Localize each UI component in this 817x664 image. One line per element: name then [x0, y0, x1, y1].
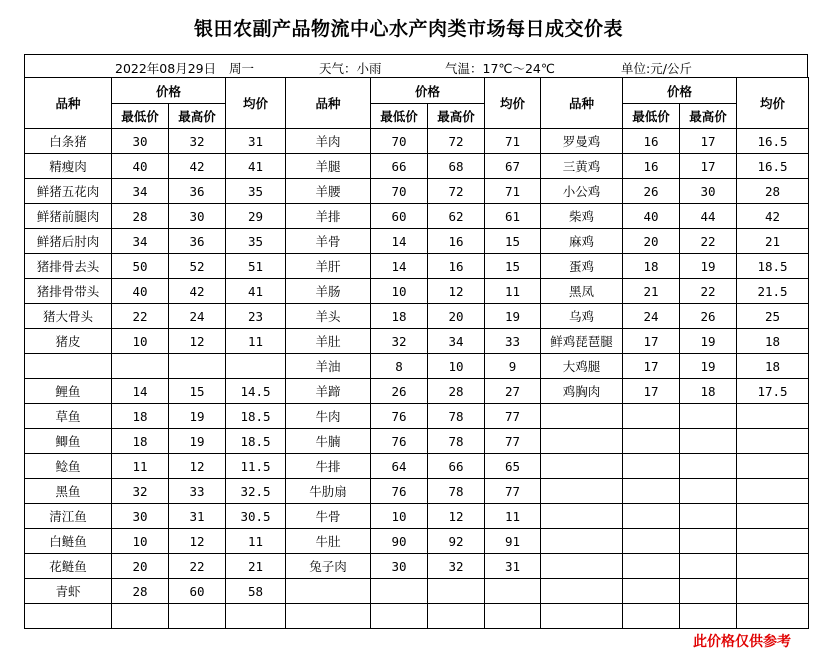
min-price-cell [112, 604, 169, 629]
product-name-cell: 猪排骨带头 [25, 279, 112, 304]
header-row-top [25, 78, 809, 104]
product-name-cell: 兔子肉 [286, 554, 371, 579]
max-price-cell [428, 604, 485, 629]
max-price-cell [169, 604, 226, 629]
max-price-cell: 52 [169, 254, 226, 279]
min-price-cell: 18 [112, 404, 169, 429]
min-price-cell [623, 479, 680, 504]
avg-price-cell: 11 [226, 529, 286, 554]
date-text: 2022年08月29日 [115, 61, 217, 76]
product-name-cell: 小公鸡 [541, 179, 623, 204]
avg-price-cell [737, 579, 809, 604]
avg-price-cell: 17.5 [737, 379, 809, 404]
product-name-cell: 黑凤 [541, 279, 623, 304]
avg-price-cell: 18.5 [226, 404, 286, 429]
max-price-cell [428, 579, 485, 604]
min-price-cell: 32 [112, 479, 169, 504]
min-price-cell: 50 [112, 254, 169, 279]
product-name-cell: 鲜猪前腿肉 [25, 204, 112, 229]
header-min: 最低价 [623, 104, 680, 129]
product-name-cell: 清江鱼 [25, 504, 112, 529]
max-price-cell: 78 [428, 429, 485, 454]
table-row [25, 529, 809, 554]
max-price-cell: 12 [169, 454, 226, 479]
max-price-cell: 60 [169, 579, 226, 604]
max-price-cell [680, 579, 737, 604]
product-name-cell [541, 604, 623, 629]
avg-price-cell: 11 [485, 504, 541, 529]
header-price: 价格 [371, 78, 485, 104]
max-price-cell [680, 479, 737, 504]
min-price-cell: 17 [623, 379, 680, 404]
avg-price-cell: 42 [737, 204, 809, 229]
max-price-cell: 12 [428, 279, 485, 304]
table-row [25, 554, 809, 579]
product-name-cell: 乌鸡 [541, 304, 623, 329]
table-row [25, 604, 809, 629]
avg-price-cell: 19 [485, 304, 541, 329]
max-price-cell: 16 [428, 254, 485, 279]
avg-price-cell: 58 [226, 579, 286, 604]
max-price-cell: 30 [680, 179, 737, 204]
avg-price-cell: 35 [226, 179, 286, 204]
product-name-cell: 猪大骨头 [25, 304, 112, 329]
product-name-cell: 蛋鸡 [541, 254, 623, 279]
avg-price-cell: 9 [485, 354, 541, 379]
min-price-cell [623, 579, 680, 604]
product-name-cell: 羊腿 [286, 154, 371, 179]
max-price-cell: 92 [428, 529, 485, 554]
product-name-cell: 牛肉 [286, 404, 371, 429]
table-row [25, 279, 809, 304]
min-price-cell: 14 [112, 379, 169, 404]
product-name-cell [541, 454, 623, 479]
avg-price-cell: 41 [226, 279, 286, 304]
avg-price-cell: 16.5 [737, 154, 809, 179]
max-price-cell: 66 [428, 454, 485, 479]
product-name-cell [541, 404, 623, 429]
product-name-cell: 猪皮 [25, 329, 112, 354]
min-price-cell [112, 354, 169, 379]
avg-price-cell: 77 [485, 479, 541, 504]
min-price-cell: 32 [371, 329, 428, 354]
header-row-bottom [25, 104, 809, 129]
avg-price-cell [737, 529, 809, 554]
min-price-cell: 21 [623, 279, 680, 304]
page-title: 银田农副产品物流中心水产肉类市场每日成交价表 [193, 18, 623, 40]
max-price-cell [680, 404, 737, 429]
product-name-cell [541, 529, 623, 554]
product-name-cell: 鲶鱼 [25, 454, 112, 479]
product-name-cell: 鸡胸肉 [541, 379, 623, 404]
max-price-cell: 10 [428, 354, 485, 379]
table-row [25, 354, 809, 379]
header-price: 价格 [112, 78, 226, 104]
table-row [25, 429, 809, 454]
avg-price-cell: 14.5 [226, 379, 286, 404]
table-row [25, 204, 809, 229]
avg-price-cell: 18.5 [737, 254, 809, 279]
table-row [25, 379, 809, 404]
min-price-cell: 22 [112, 304, 169, 329]
min-price-cell [371, 579, 428, 604]
avg-price-cell: 71 [485, 129, 541, 154]
avg-price-cell: 91 [485, 529, 541, 554]
min-price-cell: 10 [371, 279, 428, 304]
max-price-cell [680, 529, 737, 554]
product-name-cell: 白条猪 [25, 129, 112, 154]
header-avg: 均价 [485, 78, 541, 129]
min-price-cell: 10 [371, 504, 428, 529]
header-product: 品种 [541, 78, 623, 129]
min-price-cell: 10 [112, 529, 169, 554]
min-price-cell: 34 [112, 229, 169, 254]
min-price-cell: 18 [371, 304, 428, 329]
weekday-text: 周一 [229, 61, 255, 76]
avg-price-cell: 18.5 [226, 429, 286, 454]
max-price-cell: 78 [428, 479, 485, 504]
max-price-cell: 36 [169, 229, 226, 254]
product-name-cell: 黑鱼 [25, 479, 112, 504]
product-name-cell: 牛肋扇 [286, 479, 371, 504]
product-name-cell: 罗曼鸡 [541, 129, 623, 154]
product-name-cell: 牛骨 [286, 504, 371, 529]
min-price-cell [623, 554, 680, 579]
avg-price-cell [737, 479, 809, 504]
avg-price-cell: 11 [485, 279, 541, 304]
max-price-cell: 19 [680, 254, 737, 279]
header-product: 品种 [25, 78, 112, 129]
table-row [25, 504, 809, 529]
avg-price-cell: 11.5 [226, 454, 286, 479]
avg-price-cell: 61 [485, 204, 541, 229]
avg-price-cell: 31 [226, 129, 286, 154]
avg-price-cell: 30.5 [226, 504, 286, 529]
product-name-cell: 羊肠 [286, 279, 371, 304]
product-name-cell: 三黄鸡 [541, 154, 623, 179]
avg-price-cell: 11 [226, 329, 286, 354]
min-price-cell [623, 529, 680, 554]
avg-price-cell [226, 354, 286, 379]
price-table [24, 77, 809, 629]
table-row [25, 154, 809, 179]
min-price-cell: 30 [112, 504, 169, 529]
max-price-cell: 15 [169, 379, 226, 404]
product-name-cell: 牛肚 [286, 529, 371, 554]
product-name-cell: 鲤鱼 [25, 379, 112, 404]
max-price-cell: 20 [428, 304, 485, 329]
min-price-cell: 14 [371, 254, 428, 279]
product-name-cell: 羊肉 [286, 129, 371, 154]
min-price-cell: 24 [623, 304, 680, 329]
unit-text: 单位:元/公斤 [621, 61, 692, 76]
product-name-cell [286, 604, 371, 629]
min-price-cell [623, 604, 680, 629]
avg-price-cell: 18 [737, 329, 809, 354]
avg-price-cell: 23 [226, 304, 286, 329]
product-name-cell: 鲜鸡琵琶腿 [541, 329, 623, 354]
max-price-cell: 12 [428, 504, 485, 529]
header-avg: 均价 [226, 78, 286, 129]
product-name-cell: 牛腩 [286, 429, 371, 454]
product-name-cell: 羊排 [286, 204, 371, 229]
max-price-cell: 31 [169, 504, 226, 529]
avg-price-cell: 29 [226, 204, 286, 229]
product-name-cell: 羊腰 [286, 179, 371, 204]
max-price-cell: 22 [680, 229, 737, 254]
avg-price-cell: 33 [485, 329, 541, 354]
product-name-cell: 羊蹄 [286, 379, 371, 404]
min-price-cell: 40 [623, 204, 680, 229]
min-price-cell: 18 [112, 429, 169, 454]
min-price-cell: 18 [623, 254, 680, 279]
max-price-cell: 16 [428, 229, 485, 254]
header-max: 最高价 [169, 104, 226, 129]
product-name-cell: 鲫鱼 [25, 429, 112, 454]
min-price-cell: 26 [623, 179, 680, 204]
product-name-cell: 羊肚 [286, 329, 371, 354]
product-name-cell [541, 429, 623, 454]
avg-price-cell: 71 [485, 179, 541, 204]
min-price-cell [623, 454, 680, 479]
avg-price-cell: 35 [226, 229, 286, 254]
avg-price-cell [737, 404, 809, 429]
min-price-cell: 30 [112, 129, 169, 154]
max-price-cell: 12 [169, 329, 226, 354]
max-price-cell: 34 [428, 329, 485, 354]
min-price-cell: 14 [371, 229, 428, 254]
avg-price-cell: 27 [485, 379, 541, 404]
header-product: 品种 [286, 78, 371, 129]
max-price-cell: 19 [680, 354, 737, 379]
header-price: 价格 [623, 78, 737, 104]
max-price-cell: 72 [428, 179, 485, 204]
max-price-cell: 42 [169, 279, 226, 304]
max-price-cell: 36 [169, 179, 226, 204]
min-price-cell [371, 604, 428, 629]
avg-price-cell [485, 579, 541, 604]
max-price-cell [169, 354, 226, 379]
avg-price-cell: 65 [485, 454, 541, 479]
min-price-cell: 34 [112, 179, 169, 204]
min-price-cell: 76 [371, 479, 428, 504]
avg-price-cell: 77 [485, 429, 541, 454]
product-name-cell: 羊肝 [286, 254, 371, 279]
min-price-cell: 10 [112, 329, 169, 354]
min-price-cell [623, 504, 680, 529]
min-price-cell: 66 [371, 154, 428, 179]
min-price-cell: 70 [371, 179, 428, 204]
max-price-cell: 22 [680, 279, 737, 304]
max-price-cell: 24 [169, 304, 226, 329]
max-price-cell: 19 [680, 329, 737, 354]
max-price-cell: 42 [169, 154, 226, 179]
avg-price-cell [226, 604, 286, 629]
table-row [25, 579, 809, 604]
header-avg: 均价 [737, 78, 809, 129]
avg-price-cell: 28 [737, 179, 809, 204]
product-name-cell [25, 354, 112, 379]
min-price-cell: 20 [623, 229, 680, 254]
product-name-cell [286, 579, 371, 604]
header-max: 最高价 [428, 104, 485, 129]
info-bar [24, 54, 808, 78]
avg-price-cell: 31 [485, 554, 541, 579]
avg-price-cell: 15 [485, 254, 541, 279]
avg-price-cell: 21.5 [737, 279, 809, 304]
min-price-cell: 16 [623, 129, 680, 154]
product-name-cell: 鲜猪五花肉 [25, 179, 112, 204]
max-price-cell: 32 [169, 129, 226, 154]
product-name-cell: 柴鸡 [541, 204, 623, 229]
max-price-cell: 62 [428, 204, 485, 229]
header-max: 最高价 [680, 104, 737, 129]
min-price-cell: 60 [371, 204, 428, 229]
header-min: 最低价 [371, 104, 428, 129]
max-price-cell: 18 [680, 379, 737, 404]
max-price-cell: 72 [428, 129, 485, 154]
product-name-cell: 花鲢鱼 [25, 554, 112, 579]
avg-price-cell: 77 [485, 404, 541, 429]
product-name-cell: 羊头 [286, 304, 371, 329]
max-price-cell: 32 [428, 554, 485, 579]
min-price-cell: 76 [371, 404, 428, 429]
product-name-cell: 羊骨 [286, 229, 371, 254]
table-row [25, 329, 809, 354]
product-name-cell: 牛排 [286, 454, 371, 479]
product-name-cell [541, 579, 623, 604]
avg-price-cell [737, 504, 809, 529]
min-price-cell [623, 404, 680, 429]
header-min: 最低价 [112, 104, 169, 129]
product-name-cell: 大鸡腿 [541, 354, 623, 379]
max-price-cell [680, 429, 737, 454]
product-name-cell: 麻鸡 [541, 229, 623, 254]
product-name-cell [541, 554, 623, 579]
max-price-cell: 22 [169, 554, 226, 579]
avg-price-cell: 41 [226, 154, 286, 179]
max-price-cell [680, 554, 737, 579]
product-name-cell: 猪排骨去头 [25, 254, 112, 279]
table-row [25, 404, 809, 429]
max-price-cell: 68 [428, 154, 485, 179]
max-price-cell: 33 [169, 479, 226, 504]
min-price-cell: 17 [623, 329, 680, 354]
product-name-cell: 青虾 [25, 579, 112, 604]
avg-price-cell: 32.5 [226, 479, 286, 504]
table-row [25, 304, 809, 329]
min-price-cell: 40 [112, 154, 169, 179]
max-price-cell: 44 [680, 204, 737, 229]
max-price-cell [680, 454, 737, 479]
avg-price-cell: 67 [485, 154, 541, 179]
product-name-cell: 精瘦肉 [25, 154, 112, 179]
min-price-cell: 8 [371, 354, 428, 379]
max-price-cell: 17 [680, 129, 737, 154]
product-name-cell [541, 504, 623, 529]
avg-price-cell: 15 [485, 229, 541, 254]
product-name-cell: 鲜猪后肘肉 [25, 229, 112, 254]
product-name-cell [541, 479, 623, 504]
min-price-cell [623, 429, 680, 454]
avg-price-cell: 18 [737, 354, 809, 379]
min-price-cell: 11 [112, 454, 169, 479]
avg-price-cell [737, 604, 809, 629]
product-name-cell: 草鱼 [25, 404, 112, 429]
min-price-cell: 40 [112, 279, 169, 304]
table-row [25, 254, 809, 279]
min-price-cell: 17 [623, 354, 680, 379]
product-name-cell: 羊油 [286, 354, 371, 379]
min-price-cell: 70 [371, 129, 428, 154]
min-price-cell: 16 [623, 154, 680, 179]
min-price-cell: 28 [112, 204, 169, 229]
max-price-cell: 30 [169, 204, 226, 229]
min-price-cell: 20 [112, 554, 169, 579]
weather-text: 天气：小雨 [319, 61, 382, 76]
max-price-cell: 26 [680, 304, 737, 329]
temperature-text: 气温：17℃～24℃ [445, 61, 555, 76]
min-price-cell: 76 [371, 429, 428, 454]
avg-price-cell [485, 604, 541, 629]
max-price-cell: 78 [428, 404, 485, 429]
min-price-cell: 90 [371, 529, 428, 554]
table-row [25, 179, 809, 204]
max-price-cell [680, 504, 737, 529]
table-row [25, 229, 809, 254]
product-name-cell [25, 604, 112, 629]
avg-price-cell [737, 454, 809, 479]
avg-price-cell: 51 [226, 254, 286, 279]
min-price-cell: 64 [371, 454, 428, 479]
max-price-cell: 19 [169, 429, 226, 454]
max-price-cell [680, 604, 737, 629]
min-price-cell: 28 [112, 579, 169, 604]
table-row [25, 479, 809, 504]
avg-price-cell: 21 [226, 554, 286, 579]
footer-note: 此价格仅供参考 [693, 634, 791, 650]
avg-price-cell: 16.5 [737, 129, 809, 154]
table-row [25, 454, 809, 479]
product-name-cell: 白鲢鱼 [25, 529, 112, 554]
avg-price-cell: 21 [737, 229, 809, 254]
table-row [25, 129, 809, 154]
avg-price-cell [737, 554, 809, 579]
min-price-cell: 26 [371, 379, 428, 404]
avg-price-cell [737, 429, 809, 454]
max-price-cell: 12 [169, 529, 226, 554]
avg-price-cell: 25 [737, 304, 809, 329]
min-price-cell: 30 [371, 554, 428, 579]
max-price-cell: 28 [428, 379, 485, 404]
max-price-cell: 19 [169, 404, 226, 429]
max-price-cell: 17 [680, 154, 737, 179]
